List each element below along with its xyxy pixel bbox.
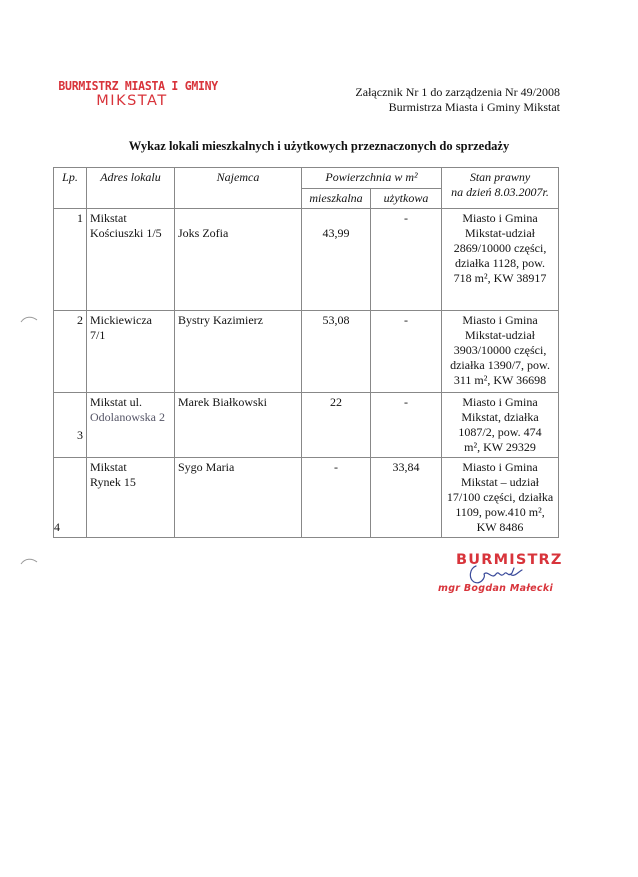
row-legal-status-line: Miasto i Gmina [462,211,538,225]
row-legal-status-line: działka 1128, pow. [454,256,546,270]
header-area: Powierzchnia w m² [302,168,442,189]
row-legal-status-line: Mikstat-udział [465,328,535,342]
row-residential: - [302,458,371,538]
row-legal-status-line: 17/100 części, działka [446,490,554,504]
header-legal-status-line1: Stan prawny [469,170,531,184]
row-address-line1: Mikstat ul. [90,395,143,409]
header-residential: mieszkalna [302,189,371,209]
row-address [87,209,175,311]
row-legal-status-line: Mikstat-udział [465,226,535,240]
row-address [87,458,175,538]
header-stamp [52,78,218,109]
table-row [54,209,559,311]
signature-stamp-name: mgr Bogdan Małecki [438,583,554,594]
row-legal-status-line: działka 1390/7, pow. [450,358,550,372]
row-legal-status-line: 1109, pow.410 m², [455,505,545,519]
header-commercial: użytkowa [371,189,442,209]
row-lp: 4 [54,458,87,538]
row-legal-status-line: Miasto i Gmina [462,395,538,409]
row-legal-status-line: m², KW 29329 [464,440,536,454]
handwritten-signature [466,560,526,588]
row-legal-status [442,209,559,311]
row-address [87,393,175,458]
annex-line-1: Załącznik Nr 1 do zarządzenia Nr 49/2008 [355,85,560,99]
header-stamp-office: BURMISTRZ MIASTA I GMINY [58,78,218,93]
row-residential: 43,99 [302,209,371,311]
row-address-line1: Mikstat [90,211,127,225]
punch-hole-mark-icon [20,556,38,566]
row-legal-status-line: 3903/10000 części, [453,343,547,357]
header-address: Adres lokalu [87,168,175,209]
header-lp: Lp. [54,168,87,209]
row-address-line1: Mickiewicza [90,313,152,327]
row-legal-status-line: KW 8486 [476,520,524,534]
punch-hole-mark-icon [20,314,38,324]
row-commercial: - [371,393,442,458]
row-lp: 3 [54,393,87,458]
annex-reference [355,85,560,115]
row-address-line2: 7/1 [90,328,106,342]
signature-stamp-title: BURMISTRZ [456,552,563,568]
row-commercial: 33,84 [371,458,442,538]
row-legal-status-line: 718 m², KW 38917 [453,271,547,285]
row-tenant: Joks Zofia [175,209,302,311]
table-row [54,393,559,458]
row-legal-status [442,311,559,393]
row-tenant: Marek Białkowski [175,393,302,458]
row-tenant: Sygo Maria [175,458,302,538]
row-legal-status-line: Mikstat – udział [461,475,540,489]
row-legal-status-line: 1087/2, pow. 474 [458,425,542,439]
row-residential: 53,08 [302,311,371,393]
row-legal-status-line: Mikstat, działka [461,410,539,424]
row-tenant: Bystry Kazimierz [175,311,302,393]
row-address-line1: Mikstat [90,460,127,474]
signature-stamp [438,552,578,594]
document-title: Wykaz lokali mieszkalnych i użytkowych przeznaczonych do sprzedaży [128,139,510,153]
row-legal-status-line: Miasto i Gmina [462,460,538,474]
row-commercial: - [371,209,442,311]
row-address [87,311,175,393]
row-legal-status-line: Miasto i Gmina [462,313,538,327]
header-stamp-town: MIKSTAT [96,93,168,109]
header-legal-status-line2: na dzień 8.03.2007r. [451,185,549,199]
table-row [54,311,559,393]
row-residential: 22 [302,393,371,458]
premises-table [53,167,559,538]
table-row [54,458,559,538]
row-address-line2: Odolanowska 2 [90,410,165,424]
header-legal-status [442,168,559,209]
row-lp: 2 [54,311,87,393]
row-commercial: - [371,311,442,393]
row-legal-status [442,393,559,458]
row-legal-status-line: 2869/10000 części, [453,241,547,255]
annex-line-2: Burmistrza Miasta i Gminy Mikstat [388,100,560,114]
row-lp: 1 [54,209,87,311]
row-address-line2: Rynek 15 [90,475,136,489]
header-tenant: Najemca [175,168,302,209]
row-legal-status-line: 311 m², KW 36698 [453,373,547,387]
row-legal-status [442,458,559,538]
row-address-line2: Kościuszki 1/5 [90,226,162,240]
